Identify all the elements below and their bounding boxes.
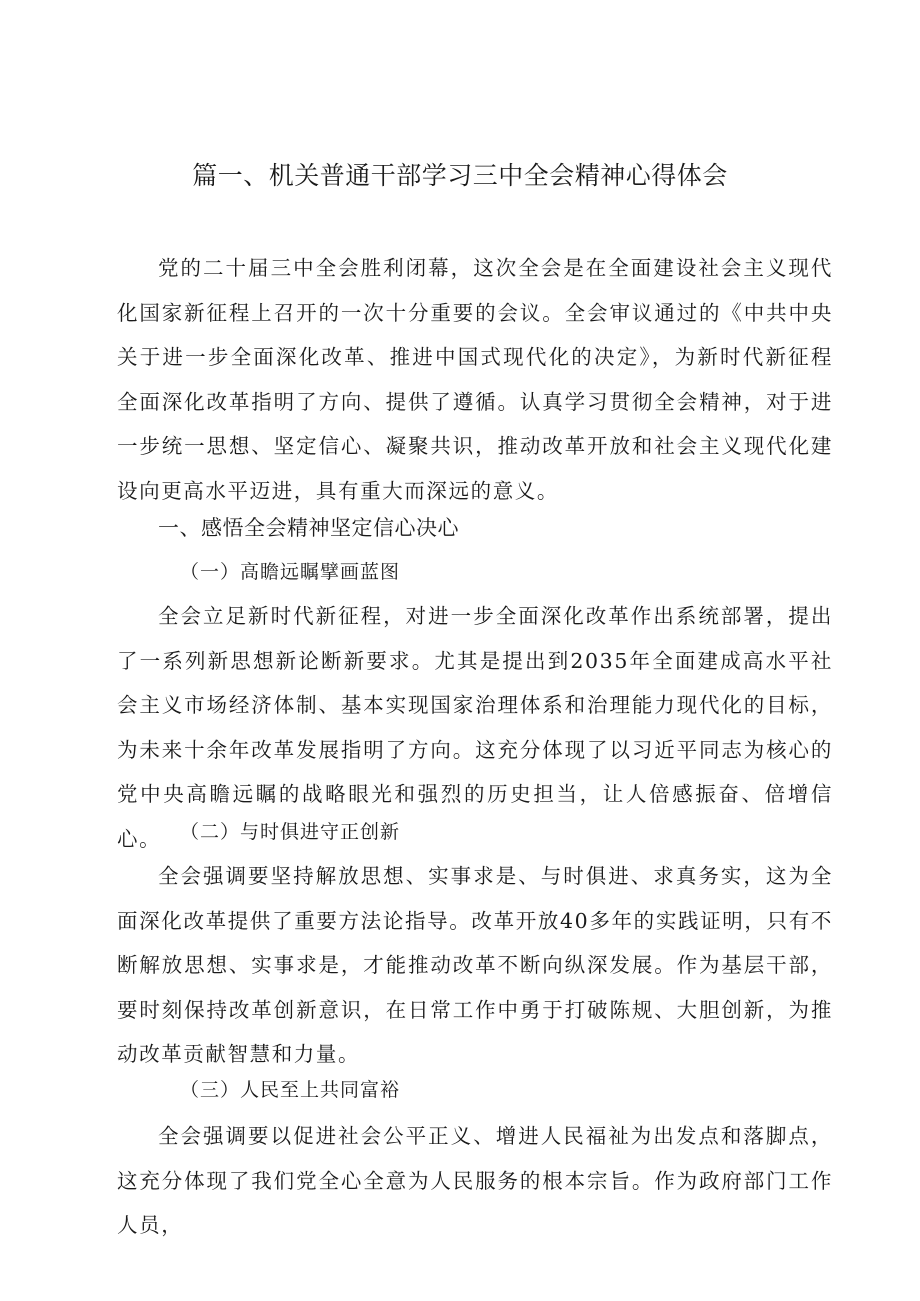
document-title: 篇一、机关普通干部学习三中全会精神心得体会 bbox=[192, 161, 728, 190]
paragraph-people: 全会强调要以促进社会公平正义、增进人民福祉为出发点和落脚点，这充分体现了我们党全心全意为人民服务的根本宗旨。作为政府部门工作人员， bbox=[117, 1124, 833, 1237]
paragraph-blueprint: 全会立足新时代新征程，对进一步全面深化改革作出系统部署，提出了一系列新思想新论断新要求。尤其是提出到2035年全面建成高水平社会主义市场经济体制、基本实现国家治理体系和治理能力现代化的目标，为未来十余年改革发展指明了方向。这充分体现了以习近平同志为核心的党中央高瞻远瞩的战略眼光和强烈的历史担当，让人倍感振奋、倍增信心。 bbox=[117, 604, 833, 851]
sub-heading-3: （三）人民至上共同富裕 bbox=[180, 1079, 401, 1101]
paragraph-intro: 党的二十届三中全会胜利闭幕，这次全会是在全面建设社会主义现代化国家新征程上召开的一次十分重要的会议。全会审议通过的《中共中央关于进一步全面深化改革、推进中国式现代化的决定》，为新时代新征程全面深化改革指明了方向、提供了遵循。认真学习贯彻全会精神，对于进一步统一思想、坚定信心、凝聚共识，推动改革开放和社会主义现代化建设向更高水平迈进，具有重大而深远的意义。 bbox=[117, 256, 833, 503]
sub-heading-1: （一）高瞻远瞩擘画蓝图 bbox=[180, 561, 401, 583]
section-heading: 一、感悟全会精神坚定信心决心 bbox=[158, 516, 459, 540]
sub-heading-2: （二）与时俱进守正创新 bbox=[180, 821, 401, 843]
paragraph-innovation: 全会强调要坚持解放思想、实事求是、与时俱进、求真务实，这为全面深化改革提供了重要方法论指导。改革开放40多年的实践证明，只有不断解放思想、实事求是，才能推动改革不断向纵深发展。作为基层干部，要时刻保持改革创新意识，在日常工作中勇于打破陈规、大胆创新，为推动改革贡献智慧和力量。 bbox=[117, 864, 833, 1066]
